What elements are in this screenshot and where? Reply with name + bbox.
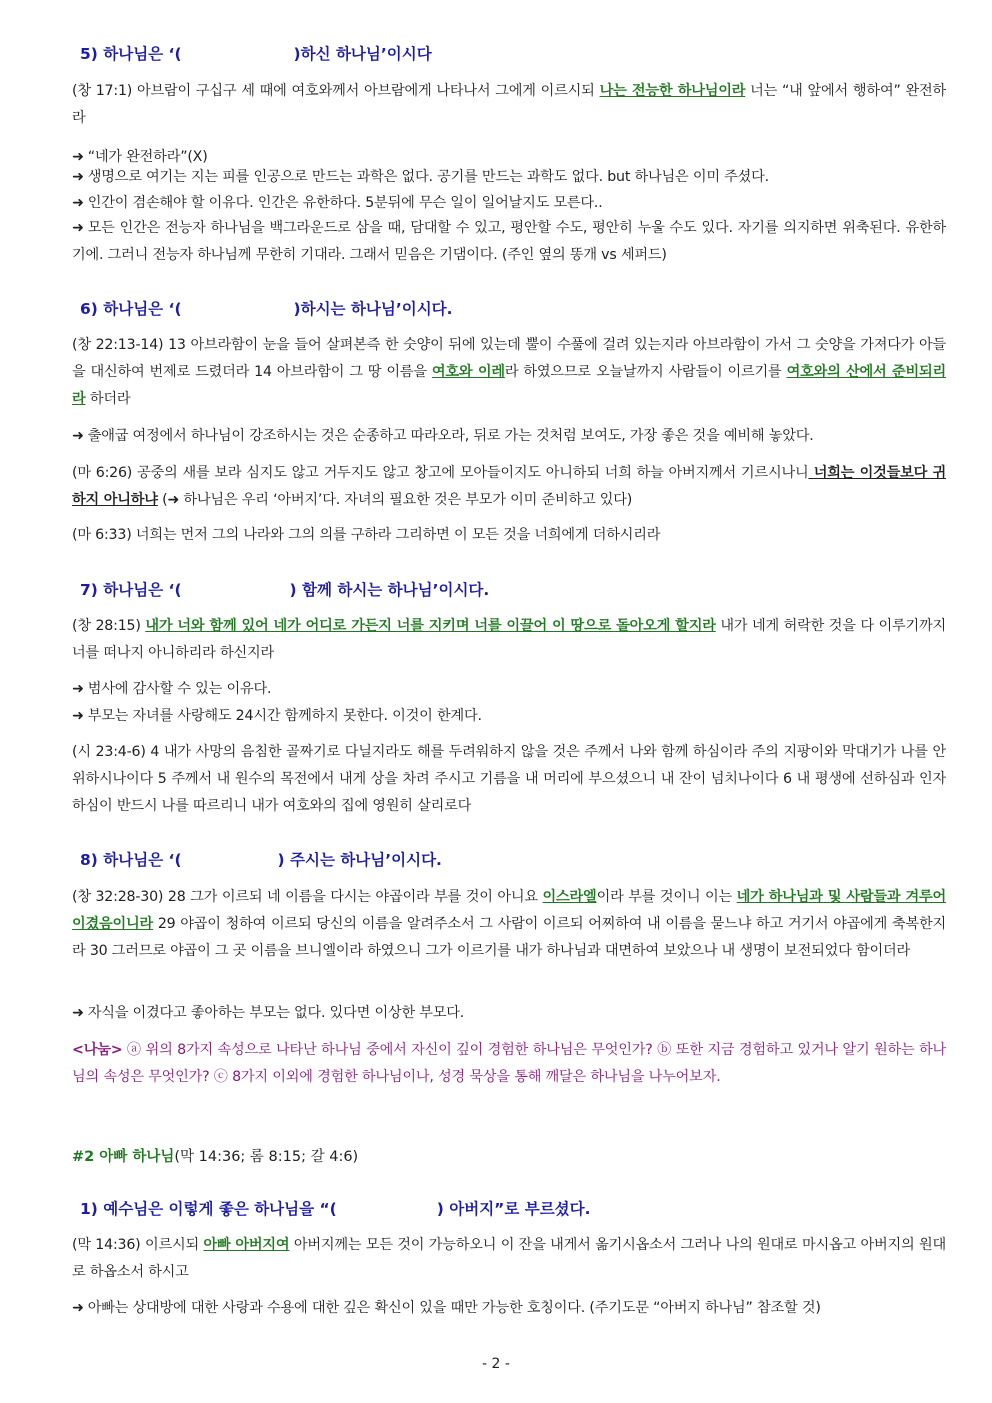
sharing-text: ⓐ 위의 8가지 속성으로 나타난 하나님 중에서 자신이 깊이 경험한 하나님은 무엇인가? ⓑ 또한 지금 경험하고 있거나 알기 원하는 하나님의 속성은 무엇인가? ⓒ 8가지 이외에 경험한 하나님이나, 성경 묵상을 통해 깨달은 하나님을 나누어보자. — [72, 1042, 946, 1085]
verse-highlight: 네가 하나님과 및 사람들과 겨루어 이겼음이니라 — [72, 889, 947, 932]
heading-prefix: 1) 예수님은 이렇게 좋은 하나님을 “( — [80, 1200, 337, 1218]
bullet-text: 출애굽 여정에서 하나님이 강조하시는 것은 순종하고 따라오라, 뒤로 가는 것처럼 보여도, 가장 좋은 것을 예비해 놓았다. — [87, 428, 814, 444]
heading-prefix: 7) 하나님은 ‘( — [80, 581, 182, 599]
verse-text: 라 하였으므로 오늘날까지 사람들이 이르기를 — [504, 364, 787, 380]
verse-highlight: 여호와 이레 — [431, 364, 505, 380]
section-title: #2 아빠 하나님 — [72, 1149, 175, 1165]
verse-text: (창 32:28-30) 28 그가 이르되 네 이름을 다시는 야곱이라 부를 것이 아니요 — [72, 889, 543, 905]
section-7-heading — [80, 580, 954, 600]
bullet-text: 모든 인간은 전능자 하나님을 백그라운드로 삼을 때, 담대할 수 있고, 평안할 수도, 평안히 누울 수도 있다. 자기를 의지하면 위축된다. 유한하기에. 그러니 전능자 하나님께 무한히 기대라. 그래서 믿음은 기댐이다. (주인 옆의 똥개 vs 세퍼드) — [72, 220, 946, 263]
verse-text: (창 28:15) — [72, 618, 146, 634]
bullet — [72, 215, 946, 269]
verse-mat-6-26 — [72, 460, 946, 514]
section-2-1-heading — [80, 1199, 954, 1219]
bullet-text: 생명으로 여기는 지는 피를 인공으로 만드는 과학은 없다. 공기를 만드는 과학도 없다. but 하나님은 이미 주셨다. — [87, 169, 769, 185]
bullet — [72, 164, 946, 191]
verse-gen-32-28 — [72, 884, 946, 965]
verse-text: 아버지께는 모든 것이 가능하오니 이 잔을 내게서 옮기시옵소서 그러나 나의 원대로 마시옵고 아버지의 원대로 하옵소서 하시고 — [72, 1237, 946, 1280]
heading-suffix: ) 함께 하시는 하나님’이시다. — [289, 581, 490, 599]
page-number: - 2 - — [482, 1356, 510, 1372]
verse-text: 하더라 — [85, 391, 131, 407]
verse-text: (창 17:1) 아브람이 구십구 세 때에 여호와께서 아브람에게 나타나서 그에게 이르시되 — [72, 83, 600, 99]
heading-suffix: )하신 하나님’이시다 — [293, 45, 432, 63]
verse-text: 내가 네게 허락한 것을 다 이루기까지 너를 떠나지 아니하리라 하신지라 — [72, 618, 947, 661]
heading-suffix: )하시는 하나님’이시다. — [293, 300, 453, 318]
bullet-text: 범사에 감사할 수 있는 이유다. — [87, 681, 272, 697]
bullet-text: “네가 완전하라”(X) — [87, 149, 208, 165]
arrow-icon: ➜ — [72, 1300, 84, 1316]
heading-prefix: 5) 하나님은 ‘( — [80, 45, 182, 63]
section-refs: (막 14:36; 롬 8:15; 갈 4:6) — [174, 1149, 359, 1165]
section-5-heading — [80, 44, 954, 64]
heading-prefix: 8) 하나님은 ‘( — [80, 851, 182, 869]
verse-highlight: 아빠 아버지여 — [203, 1237, 290, 1253]
verse-text: 너는 “내 앞에서 행하여” 완전하라 — [72, 83, 946, 126]
section-8-heading — [80, 850, 954, 870]
bullet — [72, 1295, 946, 1322]
arrow-icon: ➜ — [72, 428, 84, 444]
bullet-text: 아빠는 상대방에 대한 사랑과 수용에 대한 깊은 확신이 있을 때만 가능한 호칭이다. (주기도문 “아버지 하나님” 참조할 것) — [87, 1300, 821, 1316]
verse-highlight: 이스라엘 — [542, 889, 597, 905]
sharing-prompt — [72, 1037, 946, 1091]
verse-gen-22-13 — [72, 332, 946, 413]
verse-text: 이라 부를 것이니 이는 — [596, 889, 737, 905]
bullet — [72, 676, 946, 703]
section-6-heading — [80, 299, 954, 319]
arrow-icon: ➜ — [72, 681, 84, 697]
bullet — [72, 1000, 946, 1027]
verse-highlight: 여호와의 산에서 준비되리라 — [72, 364, 947, 407]
verse-underline: 너희는 이것들보다 귀하지 아니하냐 — [72, 465, 947, 508]
arrow-icon: ➜ — [72, 195, 84, 211]
verse-text: (막 14:36) 이르시되 — [72, 1237, 204, 1253]
arrow-icon: ➜ — [72, 169, 84, 185]
verse-mrk-14-36 — [72, 1232, 946, 1286]
verse-text: (창 22:13-14) 13 아브라함이 눈을 들어 살펴본즉 한 숫양이 뒤에 있는데 뿔이 수풀에 걸려 있는지라 아브라함이 가서 그 숫양을 가져다가 아들을 대신하여 번제로 드렸더라 14 아브라함이 그 땅 이름을 — [72, 337, 946, 380]
bullet — [72, 703, 946, 730]
verse-highlight: 내가 너와 함께 있어 네가 어디로 가든지 너를 지키며 너를 이끌어 이 땅으로 돌아오게 할지라 — [145, 618, 716, 634]
bullet — [72, 190, 946, 217]
heading-prefix: 6) 하나님은 ‘( — [80, 300, 182, 318]
verse-gen-17-1 — [72, 78, 946, 132]
heading-suffix: ) 아버지”로 부르셨다. — [436, 1200, 591, 1218]
arrow-icon: ➜ — [72, 708, 84, 724]
bullet-text: 자식을 이겼다고 좋아하는 부모는 없다. 있다면 이상한 부모다. — [87, 1005, 465, 1021]
verse-highlight: 나는 전능한 하나님이라 — [599, 83, 746, 99]
verse-text: 29 야곱이 청하여 이르되 당신의 이름을 알려주소서 그 사람이 이르되 어찌하여 내 이름을 묻느냐 하고 거기서 야곱에게 축복한지라 30 그러므로 야곱이 그 곳 이름을 브니엘이라 하였으니 그가 이르기를 내가 하나님과 대면하여 보았으나 내 생명이 보전되었다 함이더라 — [72, 916, 946, 959]
bullet-text: 인간이 겸손해야 할 이유다. 인간은 유한하다. 5분뒤에 무슨 일이 일어날지도 모른다.. — [87, 195, 603, 211]
verse-psa-23-4: (시 23:4-6) 4 내가 사망의 음침한 골짜기로 다닐지라도 해를 두려워하지 않을 것은 주께서 나와 함께 하심이라 주의 지팡이와 막대기가 나를 안위하시나이다 5 주께서 내 원수의 목전에서 내게 상을 차려 주시고 기름을 내 머리에 부으셨으니 내 잔이 넘치나이다 6 내 평생에 선하심과 인자하심이 반드시 나를 따르리니 내가 여호와의 집에 영원히 살리로다 — [72, 744, 946, 814]
verse-gen-28-15 — [72, 613, 946, 667]
verse-text: (➜ 하나님은 우리 ‘아버지’다. 자녀의 필요한 것은 부모가 이미 준비하고 있다) — [157, 492, 633, 508]
arrow-icon: ➜ — [72, 1005, 84, 1021]
sharing-tag: <나눔> — [72, 1042, 123, 1058]
bullet — [72, 423, 946, 450]
verse-mat-6-33: (마 6:33) 너희는 먼저 그의 나라와 그의 의를 구하라 그리하면 이 모든 것을 너희에게 더하시리라 — [72, 527, 661, 543]
verse-text: (마 6:26) 공중의 새를 보라 심지도 않고 거두지도 않고 창고에 모아들이지도 아니하되 너희 하늘 아버지께서 기르시나니 — [72, 465, 809, 481]
section-2-title — [72, 1147, 946, 1167]
arrow-icon: ➜ — [72, 149, 84, 165]
heading-suffix: ) 주시는 하나님’이시다. — [277, 851, 442, 869]
arrow-icon: ➜ — [72, 220, 84, 236]
bullet-text: 부모는 자녀를 사랑해도 24시간 함께하지 못한다. 이것이 한계다. — [87, 708, 482, 724]
